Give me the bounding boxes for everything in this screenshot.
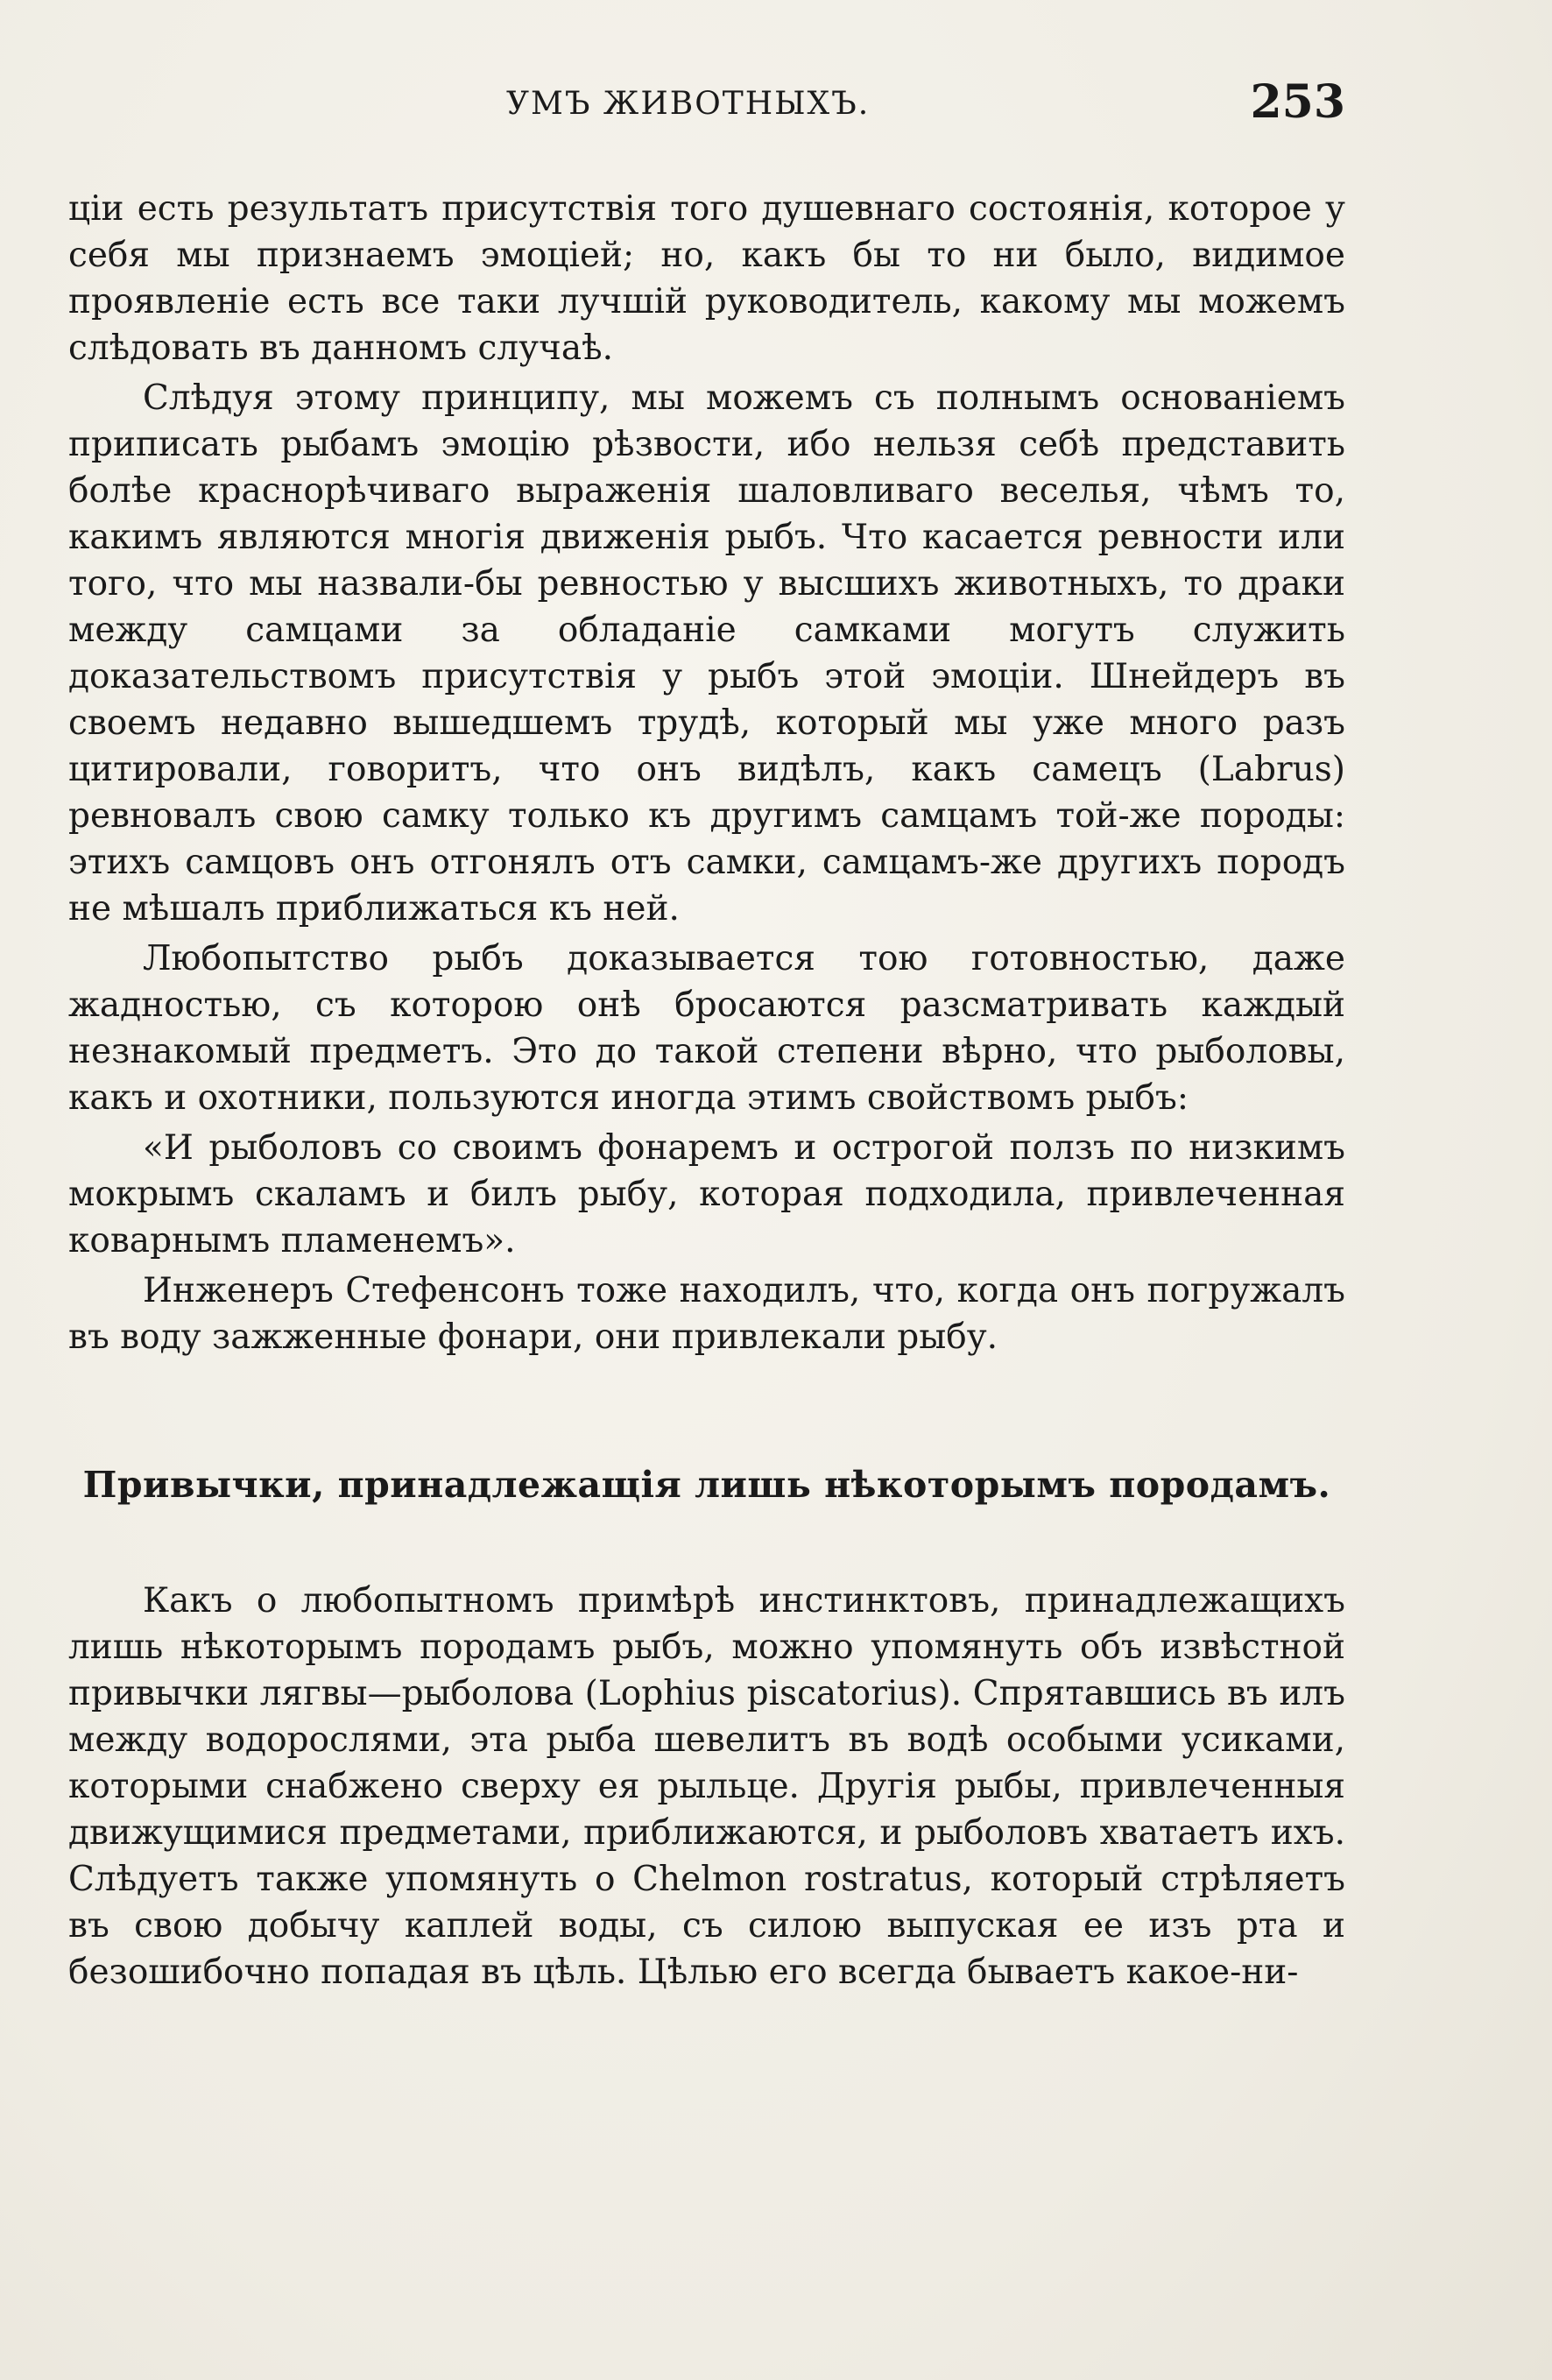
running-title: УМЪ ЖИВОТНЫХЪ. (506, 86, 871, 122)
paragraph-continuation: ціи есть результатъ присутствія того душевнаго состоянія, которое у себя мы признаемъ эмоціей; но, какъ бы то ни было, видимое проявленіе есть все таки лучшій руководитель, какому мы можемъ слѣдовать въ данномъ случаѣ. (68, 189, 1345, 368)
quote-fisherman: «И рыболовъ со своимъ фонаремъ и острогой ползъ по низкимъ мокрымъ скаламъ и билъ рыбу, которая подходила, привлеченная коварнымъ пламенемъ». (68, 1128, 1345, 1261)
body-text (68, 186, 1345, 1995)
page-number: 253 (1250, 75, 1345, 129)
section-heading: Привычки, принадлежащія лишь нѣкоторымъ породамъ. (82, 1464, 1331, 1506)
running-header (68, 70, 1345, 140)
paragraph-playfulness-jealousy: Слѣдуя этому принципу, мы можемъ съ полнымъ основаніемъ приписать рыбамъ эмоцію рѣзвости, ибо нельзя себѣ представить болѣе краснорѣчиваго выраженія шаловливаго веселья, чѣмъ то, какимъ являются многія движенія рыбъ. Что касается ревности или того, что мы назвали-бы ревностью у высшихъ животныхъ, то драки между самцами за обладаніе самками могутъ служить доказательствомъ присутствія у рыбъ этой эмоціи. Шнейдеръ въ своемъ недавно вышедшемъ трудѣ, который мы уже много разъ цитировали, говоритъ, что онъ видѣлъ, какъ самецъ (Labrus) ревновалъ свою самку только къ другимъ самцамъ той-же породы: этихъ самцовъ онъ отгонялъ отъ самки, самцамъ-же другихъ породъ не мѣшалъ приближаться къ ней. (68, 378, 1345, 929)
paragraph-stephenson: Инженеръ Стефенсонъ тоже находилъ, что, когда онъ погружалъ въ воду зажженные фонари, они привлекали рыбу. (68, 1271, 1345, 1357)
paragraph-habits: Какъ о любопытномъ примѣрѣ инстинктовъ, принадлежащихъ лишь нѣкоторымъ породамъ рыбъ, можно упомянуть объ извѣстной привычки лягвы—рыболова (Lophius piscatorius). Спрятавшись въ илъ между водорослями, эта рыба шевелитъ въ водѣ особыми усиками, которыми снабжено сверху ея рыльце. Другія рыбы, привлеченныя движущимися предметами, приближаются, и рыболовъ хватаетъ ихъ. Слѣдуетъ также упомянуть о Chelmon rostratus, который стрѣляетъ въ свою добычу каплей воды, съ силою выпуская ее изъ рта и безошибочно попадая въ цѣль. Цѣлью его всегда бываетъ какое-ни- (68, 1581, 1345, 1992)
paragraph-curiosity: Любопытство рыбъ доказывается тою готовностью, даже жадностью, съ которою онѣ бросаются разсматривать каждый незнакомый предметъ. Это до такой степени вѣрно, что рыболовы, какъ и охотники, пользуются иногда этимъ свойствомъ рыбъ: (68, 939, 1345, 1118)
